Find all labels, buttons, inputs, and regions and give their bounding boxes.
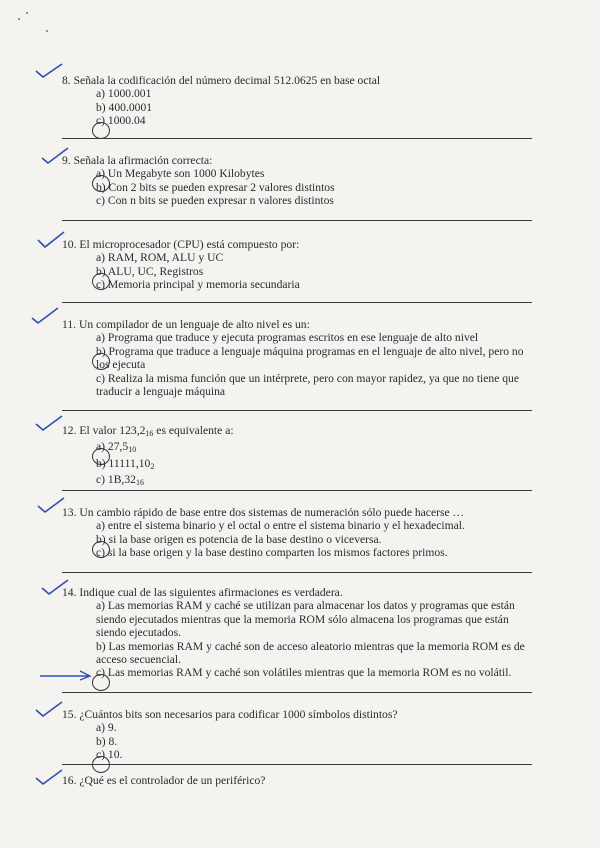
question-title: 16. ¿Qué es el controlador de un periférico? <box>62 774 266 787</box>
answer-option-selected[interactable]: c) 10. <box>96 748 123 762</box>
divider <box>62 302 532 303</box>
question-9 <box>62 154 532 208</box>
answer-option[interactable]: a) 1000.001 <box>96 87 152 101</box>
checkmark-icon <box>34 414 64 432</box>
question-title: 11. Un compilador de un lenguaje de alto nivel es un: <box>62 318 310 331</box>
arrow-icon <box>38 668 96 682</box>
divider <box>62 692 532 693</box>
answer-option[interactable]: c) si la base origen y la base destino comparten los mismos factores primos. <box>96 546 448 560</box>
question-title: 9. Señala la afirmación correcta: <box>62 154 213 167</box>
answer-option-selected[interactable]: a) $27,5_{10}$ <box>96 440 137 455</box>
question-title: 8. Señala la codificación del número decimal 512.0625 en base octal <box>62 74 381 87</box>
answer-option-selected[interactable]: b) ALU, UC, Registros <box>96 264 204 278</box>
question-14 <box>62 586 532 680</box>
answer-option-crossed[interactable]: a) Las memorias RAM y caché se utilizan para almacenar los datos y programas que están siendo ejecutados mientras que la memoria ROM sólo almacena los programas que están siendo ejecutados. <box>96 599 515 640</box>
question-13 <box>62 506 532 560</box>
divider <box>62 220 532 221</box>
answer-option[interactable]: b) Las memorias RAM y caché son de acceso aleatorio mientras que la memoria ROM es de acceso secuencial. <box>96 639 525 667</box>
answer-option-selected[interactable]: c) Las memorias RAM y caché son volátiles mientras que la memoria ROM es no volátil. <box>96 666 512 680</box>
answer-option[interactable]: c) $1B,32_{16}$ <box>96 473 144 488</box>
question-8 <box>62 74 532 128</box>
question-title: 10. El microprocesador (CPU) está compuesto por: <box>62 238 300 251</box>
checkmark-icon <box>34 700 64 718</box>
answer-option-selected[interactable]: a) Un Megabyte son 1000 Kilobytes <box>96 167 265 181</box>
answer-option[interactable]: b) 8. <box>96 734 118 748</box>
checkmark-icon <box>34 768 64 786</box>
answer-option[interactable]: a) RAM, ROM, ALU y UC <box>96 251 224 265</box>
question-title: 15. ¿Cuántos bits son necesarios para codificar 1000 símbolos distintos? <box>62 708 398 721</box>
answer-option[interactable]: b) Con 2 bits se pueden expresar 2 valores distintos <box>96 180 335 194</box>
question-title: 12. El valor $123,2_{16}$ es equivalente a: <box>62 424 234 438</box>
question-16 <box>62 774 532 787</box>
question-15 <box>62 708 532 762</box>
divider <box>62 410 532 411</box>
divider <box>62 764 532 765</box>
answer-option-selected[interactable]: b) si la base origen es potencia de la base destino o viceversa. <box>96 532 382 546</box>
question-title: 13. Un cambio rápido de base entre dos sistemas de numeración sólo puede hacerse … <box>62 506 465 519</box>
scan-specks <box>18 12 48 42</box>
divider <box>62 138 532 139</box>
question-12 <box>62 424 532 490</box>
checkmark-icon <box>30 306 60 324</box>
divider <box>62 572 532 573</box>
answer-option-selected[interactable]: b) Programa que traduce a lenguaje máquina programas en el lenguaje de alto nivel, pero no los ejecuta <box>96 344 524 372</box>
answer-option[interactable]: b) $11111,10_2$ <box>96 456 155 471</box>
answer-option[interactable]: a) Programa que traduce y ejecuta programas escritos en ese lenguaje de alto nivel <box>96 331 479 345</box>
answer-option[interactable]: c) Realiza la misma función que un intérprete, pero con mayor rapidez, ya que no tiene que traducir a lenguaje máquina <box>96 371 520 399</box>
answer-option-selected[interactable]: c) 1000.04 <box>96 114 146 128</box>
answer-option[interactable]: c) Memoria principal y memoria secundaria <box>96 278 300 292</box>
answer-option[interactable]: a) entre el sistema binario y el octal o entre el sistema binario y el hexadecimal. <box>96 519 465 533</box>
answer-option[interactable]: c) Con n bits se pueden expresar n valores distintos <box>96 194 334 208</box>
question-title: 14. Indique cual de las siguientes afirmaciones es verdadera. <box>62 586 343 599</box>
question-10 <box>62 238 532 292</box>
checkmark-icon <box>34 62 64 80</box>
answer-option[interactable]: a) 9. <box>96 721 117 735</box>
answer-option[interactable]: b) 400.0001 <box>96 100 153 114</box>
question-11 <box>62 318 532 398</box>
divider <box>62 490 532 491</box>
